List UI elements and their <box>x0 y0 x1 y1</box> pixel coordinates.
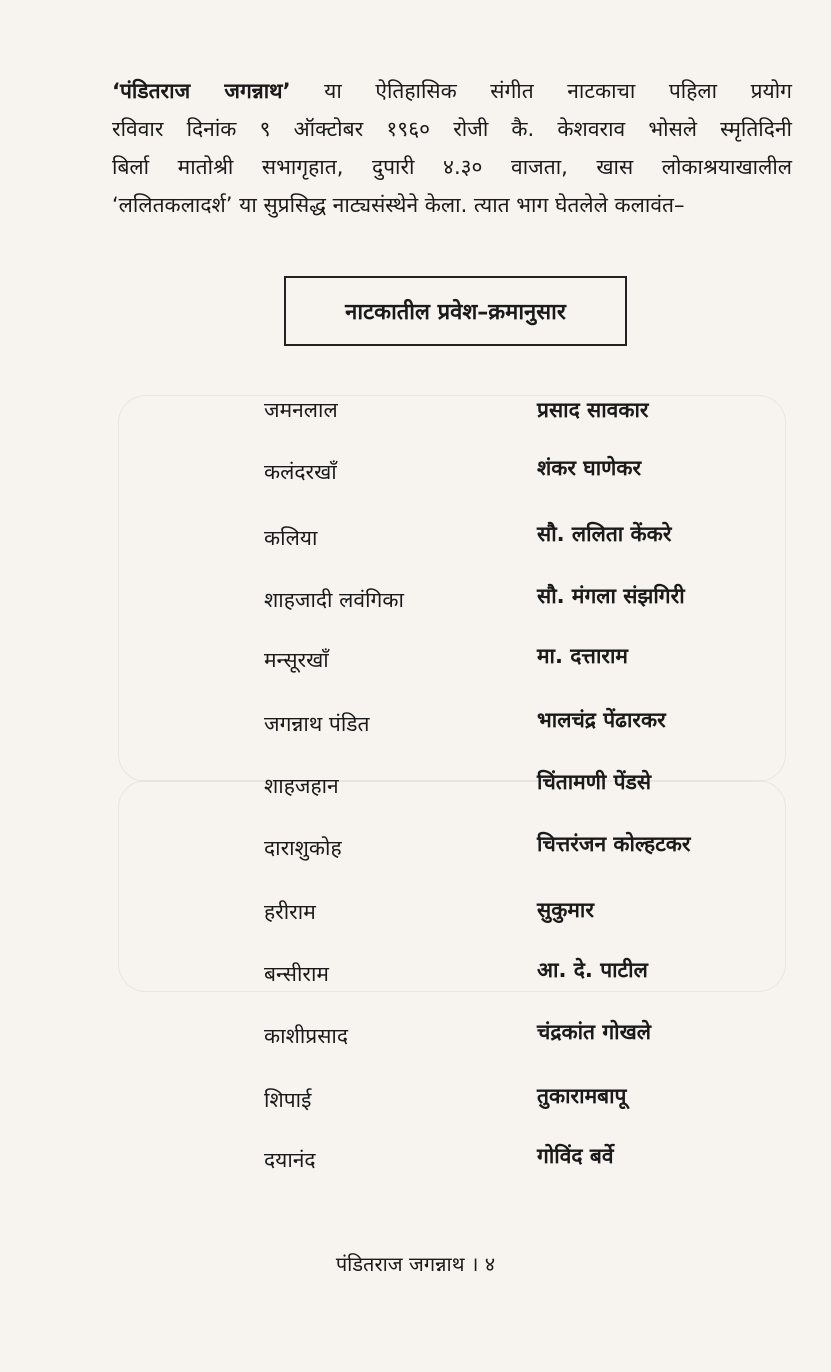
cast-actor: शंकर घाणेकर <box>537 456 642 480</box>
cast-row <box>0 454 831 494</box>
cast-row <box>0 582 831 622</box>
cast-actor: सौ. ललिता केंकरे <box>537 522 672 546</box>
cast-actor: सुकुमार <box>537 898 594 922</box>
cast-actor: चित्तरंजन कोल्हटकर <box>537 832 691 856</box>
cast-actor: प्रसाद सावकार <box>537 398 649 422</box>
section-title-box <box>284 276 627 346</box>
footer-text: पंडितराज जगन्नाथ । ४ <box>335 1252 496 1276</box>
cast-role: दाराशुकोह <box>264 836 342 860</box>
cast-role: काशीप्रसाद <box>264 1024 349 1048</box>
cast-row <box>0 894 831 934</box>
cast-row <box>0 520 831 560</box>
cast-role: मन्सूरखाँ <box>264 648 329 672</box>
cast-role: हरीराम <box>264 900 316 924</box>
intro-line-1 <box>112 72 792 110</box>
play-title: ‘पंडितराज जगन्नाथ’ <box>112 79 291 103</box>
cast-actor: भालचंद्र पेंढारकर <box>537 708 666 732</box>
cast-actor: मा. दत्ताराम <box>537 644 628 668</box>
cast-actor: आ. दे. पाटील <box>537 958 648 982</box>
cast-role: कलिया <box>264 526 318 550</box>
cast-actor: तुकारामबापू <box>537 1084 627 1108</box>
cast-role: शिपाई <box>264 1088 312 1112</box>
cast-role: जगन्नाथ पंडित <box>264 712 370 736</box>
cast-row <box>0 1082 831 1122</box>
cast-role: जमनलाल <box>264 398 338 422</box>
cast-actor: गोविंद बर्वे <box>537 1144 614 1168</box>
cast-row <box>0 1142 831 1182</box>
cast-row <box>0 830 831 870</box>
cast-row <box>0 642 831 682</box>
cast-row <box>0 392 831 432</box>
cast-role: कलंदरखाँ <box>264 460 337 484</box>
intro-line-1-rest: या ऐतिहासिक संगीत नाटकाचा पहिला प्रयोग <box>290 79 792 103</box>
cast-role: दयानंद <box>264 1148 316 1172</box>
intro-paragraph <box>112 72 792 224</box>
cast-row <box>0 768 831 808</box>
intro-line-2: रविवार दिनांक ९ ऑक्टोबर १९६० रोजी कै. केशवराव भोसले स्मृतिदिनी <box>112 117 792 141</box>
cast-actor: चिंतामणी पेंडसे <box>537 770 652 794</box>
section-title: नाटकातील प्रवेश–क्रमानुसार <box>345 300 566 325</box>
cast-row <box>0 1018 831 1058</box>
intro-line-4: ‘ललितकलादर्श’ या सुप्रसिद्ध नाट्यसंस्थेने केला. त्यात भाग घेतलेले कलावंत– <box>112 193 685 217</box>
page-footer <box>0 1250 831 1277</box>
cast-actor: सौ. मंगला संझगिरी <box>537 584 685 608</box>
cast-row <box>0 956 831 996</box>
cast-role: शाहजादी लवंगिका <box>264 588 404 612</box>
cast-role: बन्सीराम <box>264 962 329 986</box>
intro-line-3: बिर्ला मातोश्री सभागृहात, दुपारी ४.३० वाजता, खास लोकाश्रयाखालील <box>112 155 792 179</box>
cast-actor: चंद्रकांत गोखले <box>537 1020 652 1044</box>
cast-role: शाहजहान <box>264 774 339 798</box>
cast-row <box>0 706 831 746</box>
